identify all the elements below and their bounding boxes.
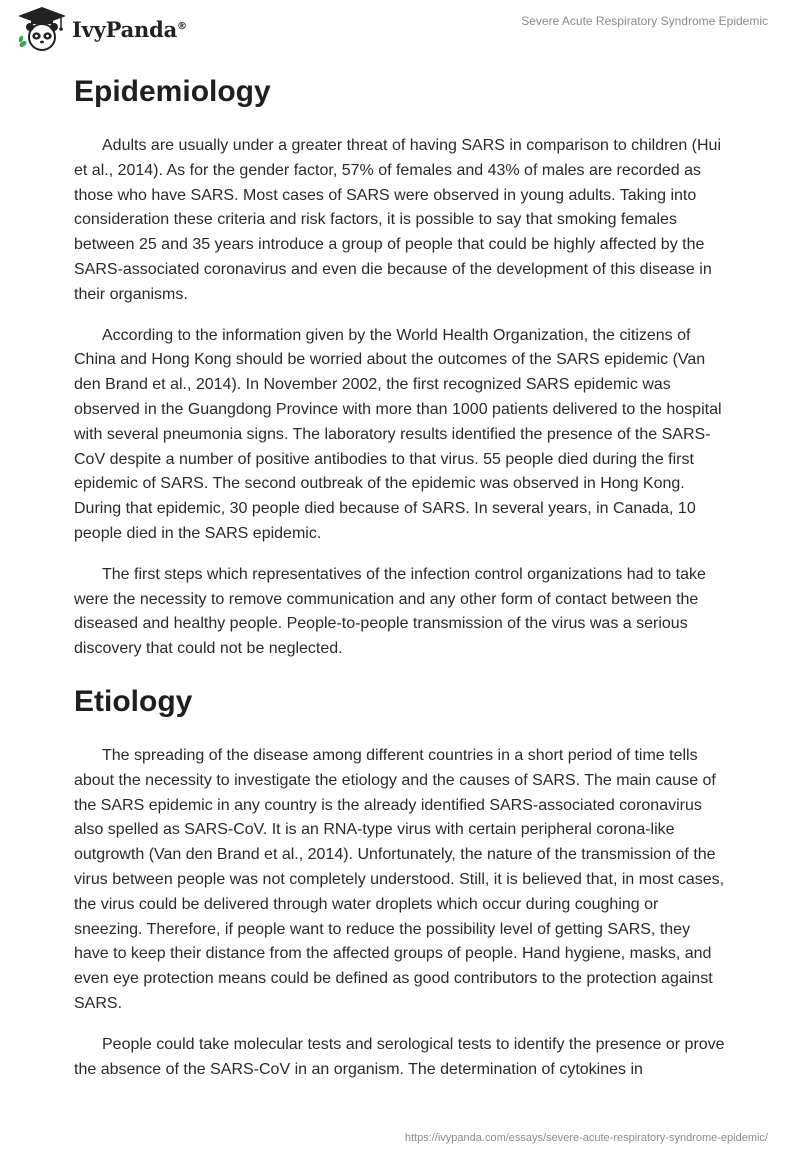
running-title: Severe Acute Respiratory Syndrome Epidemic	[521, 14, 768, 28]
paragraph: The first steps which representatives of the infection control organizations had to take were the necessity to remove communication and any other form of contact between the diseased and healthy people. People-to-people transmission of the virus was a serious discovery that could not be neglected.	[74, 565, 706, 658]
paragraph: The spreading of the disease among different countries in a short period of time tells about the necessity to investigate the etiology and the causes of SARS. The main cause of the SARS epidemic in any country is the already identified SARS-associated coronavirus also spelled as SARS-CoV. It is an RNA-type virus with certain peripheral corona-like outgrowth (Van den Brand et al., 2014). Unfortunately, the nature of the transmission of the virus between people was not completely understood. Still, it is believed that, in most cases, the virus could be delivered through water droplets which occur during coughing or sneezing. Therefore, if people want to reduce the possibility level of getting SARS, they have to keep their distance from the affected groups of people. Hand hygiene, masks, and even eye protection means could be defined as good contributors to the protection against SARS.	[74, 746, 725, 1012]
paragraph: According to the information given by the World Health Organization, the citizens of China and Hong Kong should be worried about the outcomes of the SARS epidemic (Van den Brand et al., 2014). In November 2002, the first recognized SARS epidemic was observed in the Guangdong Province with more than 1000 patients delivered to the hospital with several pneumonia signs. The laboratory results identified the presence of the SARS-CoV despite a number of positive antibodies to that virus. 55 people died during the first epidemic of SARS. The second outbreak of the epidemic was observed in Hong Kong. During that epidemic, 30 people died because of SARS. In several years, in Canada, 10 people died in the SARS epidemic.	[74, 326, 722, 542]
logo-wordmark: IvyPanda®	[72, 16, 187, 42]
section-heading-epidemiology: Epidemiology	[74, 75, 271, 108]
source-url[interactable]: https://ivypanda.com/essays/severe-acute-respiratory-syndrome-epidemic/	[404, 1132, 768, 1144]
essay-body	[74, 70, 728, 1098]
ivypanda-logo[interactable]	[16, 6, 187, 52]
registered-mark: ®	[177, 20, 187, 32]
page-header	[0, 0, 800, 60]
paragraph: Adults are usually under a greater threat of having SARS in comparison to children (Hui et al., 2014). As for the gender factor, 57% of females and 43% of males are recorded as those who have SARS. Most cases of SARS were observed in young adults. Taking into consideration these criteria and risk factors, it is possible to say that smoking females between 25 and 35 years introduce a group of people that could be highly affected by the SARS-associated coronavirus and even die because of the development of this disease in their organisms.	[74, 137, 721, 303]
paragraph: People could take molecular tests and serological tests to identify the presence or prove the absence of the SARS-CoV in an organism. The determination of cytokines in	[74, 1035, 725, 1078]
section-heading-etiology: Etiology	[74, 684, 193, 718]
panda-graduate-icon	[16, 6, 68, 52]
